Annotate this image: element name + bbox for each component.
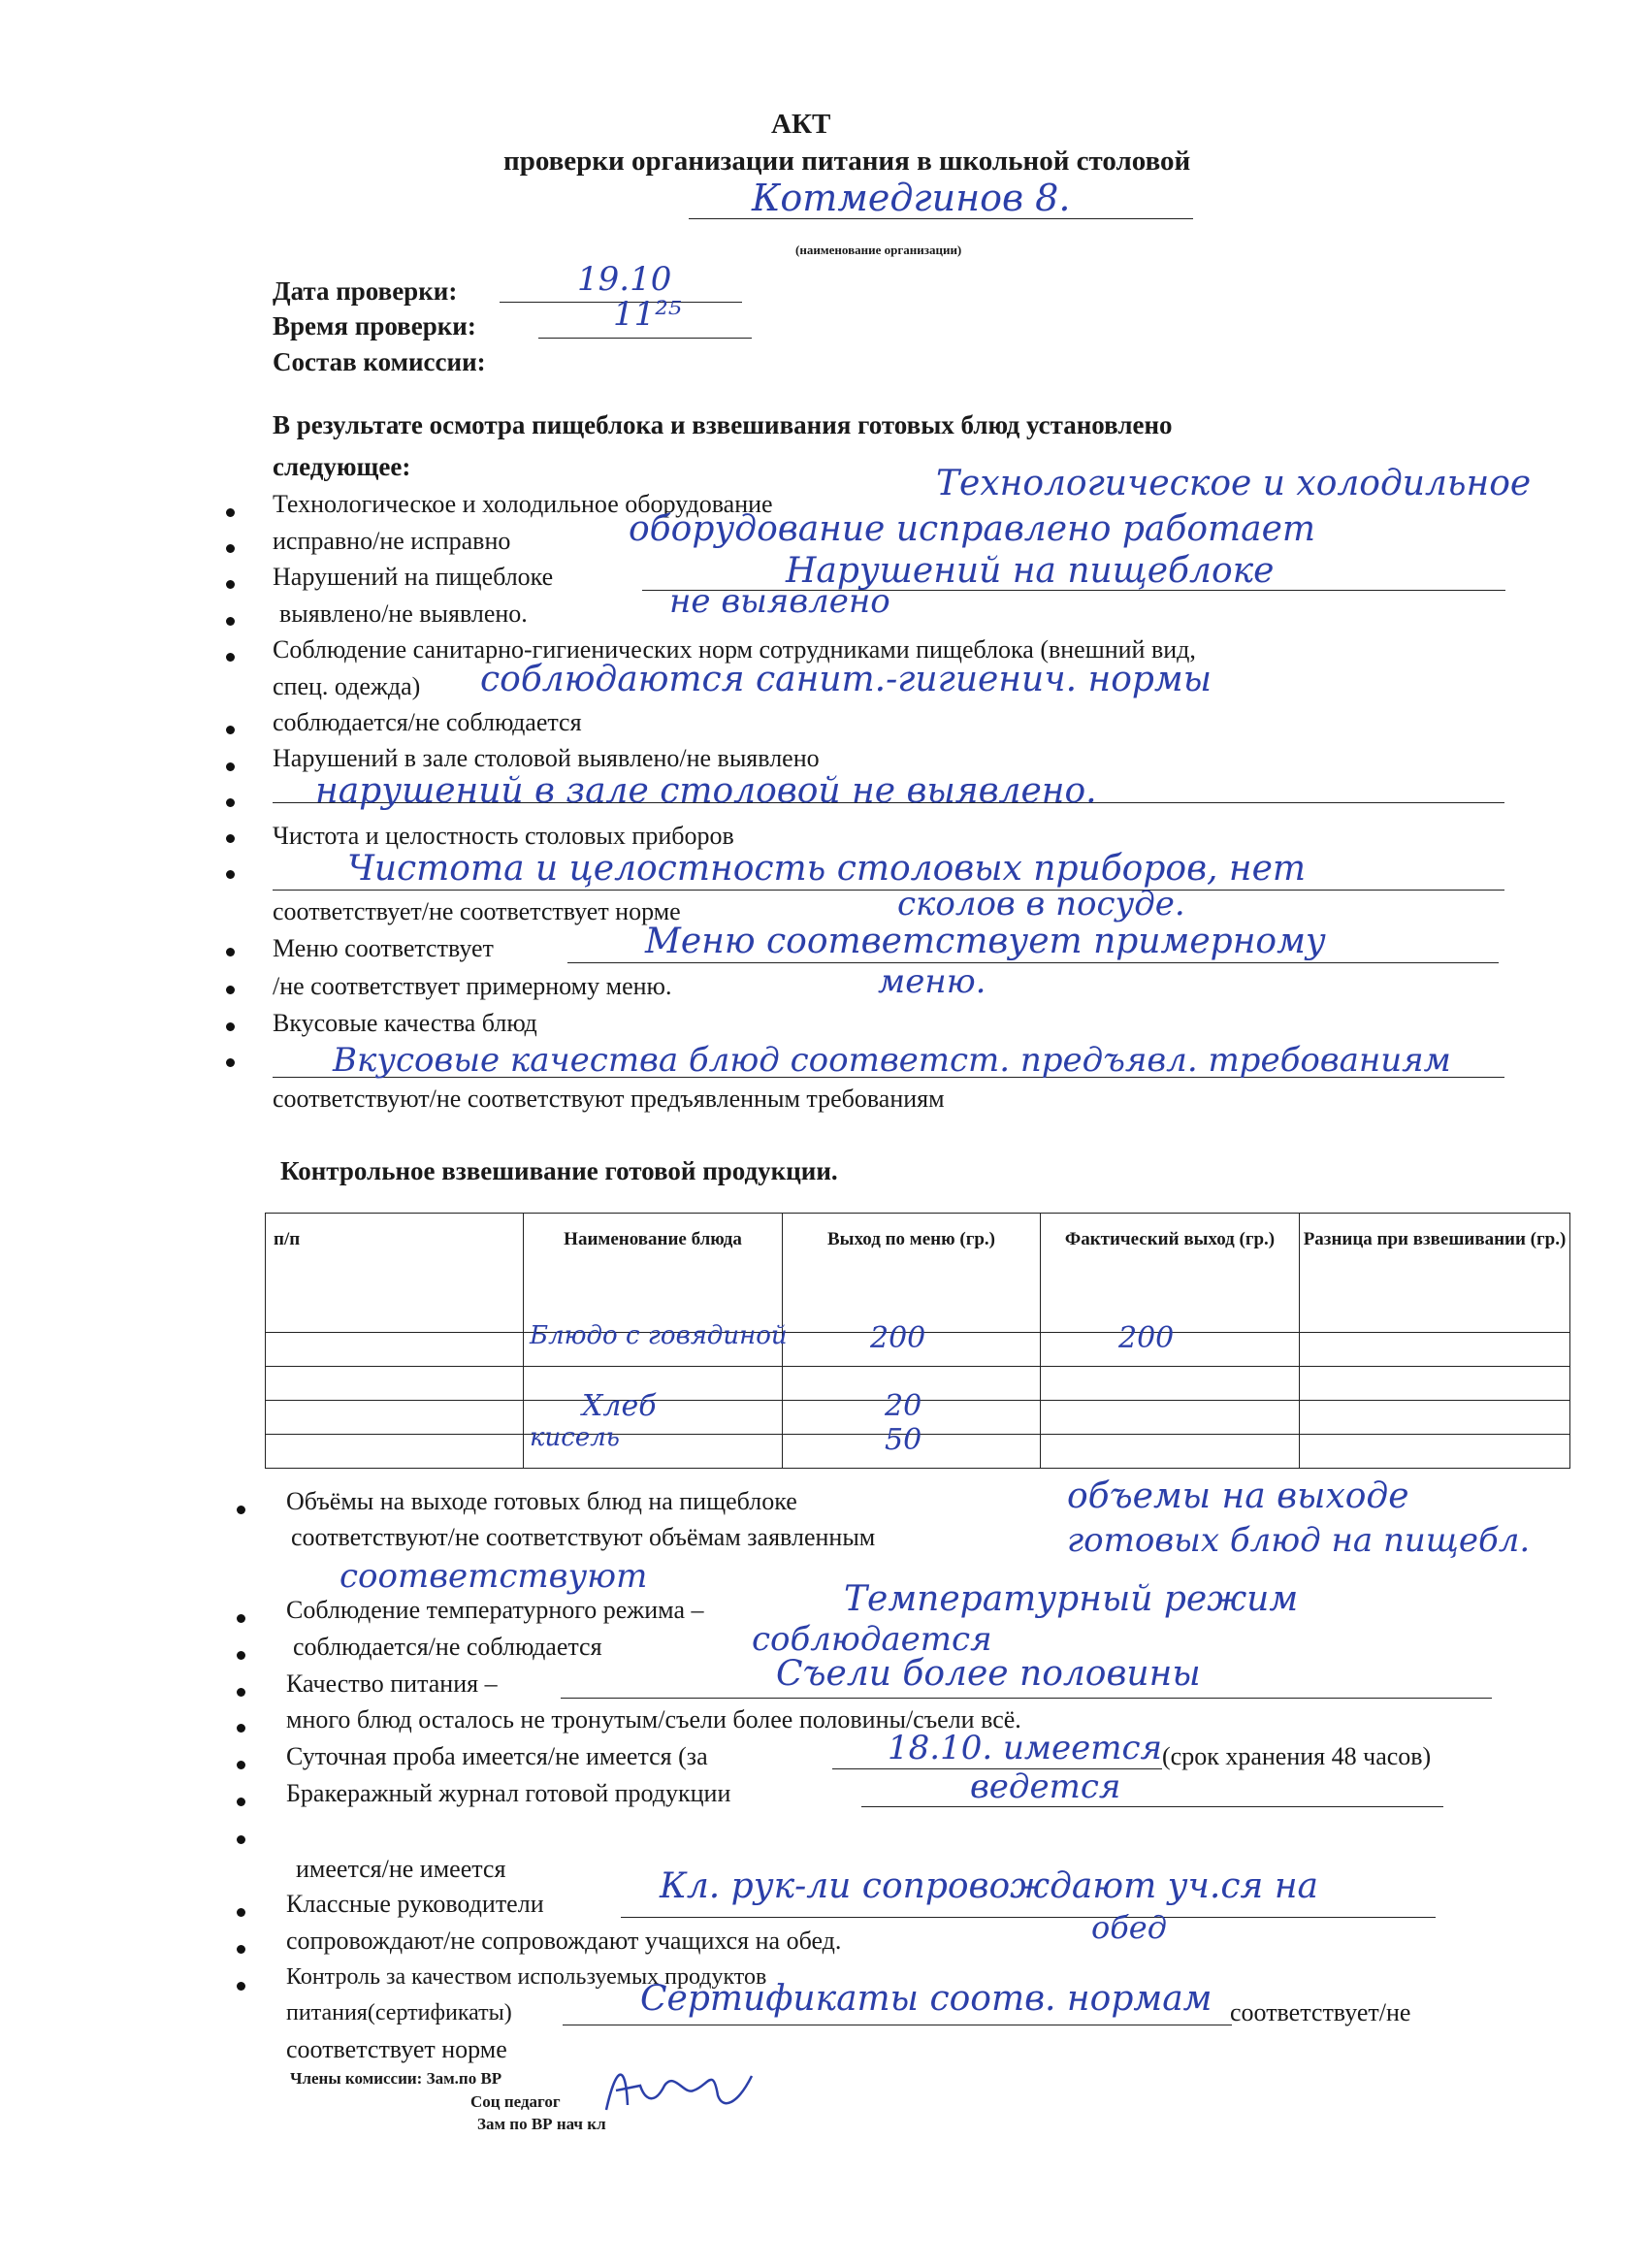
- violations-block-handwritten-2: не выявлено: [669, 582, 890, 621]
- table-cell: [266, 1401, 524, 1435]
- bullet: [226, 544, 235, 553]
- control-handwritten: Сертификаты соотв. нормам: [640, 1979, 1212, 2019]
- control-label-3: соответствует норме: [286, 2035, 507, 2063]
- quality-line: [561, 1698, 1492, 1699]
- quality-handwritten: Съели более половины: [776, 1654, 1201, 1694]
- bullet: [226, 1058, 235, 1067]
- bullet: [226, 870, 235, 879]
- date-value-handwritten: 19.10: [577, 260, 672, 299]
- menu-handwritten-1: Меню соответствует примерному: [645, 922, 1326, 961]
- table-cell: 200: [1041, 1333, 1300, 1367]
- cutlery-line: [273, 890, 1504, 891]
- intro-line-2: следующее:: [273, 452, 411, 481]
- journal-line: [861, 1806, 1443, 1807]
- table-cell: [1300, 1435, 1570, 1469]
- members-social-pedagog: Соц педагог: [470, 2092, 561, 2111]
- equipment-options: исправно/не исправно: [273, 527, 511, 555]
- table-cell: [266, 1333, 524, 1367]
- sample-handwritten: 18.10. имеется: [888, 1729, 1163, 1767]
- table-cell: [1041, 1435, 1300, 1469]
- org-caption: (наименование организации): [795, 243, 962, 257]
- teachers-label: Классные руководители: [286, 1890, 544, 1918]
- control-label-1: Контроль за качеством используемых продуктов: [286, 1964, 767, 1990]
- volumes-handwritten-1: объемы на выходе: [1067, 1476, 1409, 1516]
- teachers-handwritten-1: Кл. рук-ли сопровождают уч.ся на: [660, 1866, 1318, 1906]
- menu-label: Меню соответствует: [273, 934, 494, 962]
- table-row: [266, 1333, 1570, 1367]
- journal-label: Бракеражный журнал готовой продукции: [286, 1779, 731, 1807]
- table-cell: 50: [783, 1435, 1041, 1469]
- bullet: [226, 726, 235, 734]
- quality-options: много блюд осталось не тронутым/съели более половины/съели всё.: [286, 1705, 1021, 1733]
- violations-block-handwritten: Нарушений на пищеблоке: [786, 551, 1275, 591]
- teachers-options: сопровождают/не сопровождают учащихся на обед.: [286, 1927, 842, 1955]
- table-cell: Блюдо с говядиной: [524, 1333, 783, 1367]
- bullet: [237, 1798, 245, 1806]
- table-row: [266, 1435, 1570, 1469]
- sanitary-label-2: спец. одежда): [273, 672, 421, 700]
- hall-label: Нарушений в зале столовой выявлено/не выявлено: [273, 744, 820, 772]
- teachers-line: [621, 1917, 1436, 1918]
- cutlery-label: Чистота и целостность столовых приборов: [273, 822, 734, 850]
- bullet: [226, 580, 235, 589]
- sample-label: Суточная проба имеется/не имеется (за: [286, 1742, 708, 1770]
- hall-handwritten: нарушений в зале столовой не выявлено.: [315, 771, 1097, 811]
- equipment-label: Технологическое и холодильное оборудование: [273, 490, 773, 518]
- volumes-handwritten-3: соответствуют: [340, 1557, 648, 1596]
- table-cell: [1041, 1401, 1300, 1435]
- bullet: [226, 948, 235, 956]
- bullet: [237, 1651, 245, 1660]
- commission-label: Состав комиссии:: [273, 347, 486, 376]
- quality-label: Качество питания –: [286, 1669, 498, 1698]
- temp-handwritten-2: соблюдается: [752, 1620, 992, 1659]
- time-value-handwritten: 11²⁵: [613, 295, 682, 334]
- cutlery-handwritten-1: Чистота и целостность столовых приборов, нет: [347, 849, 1307, 889]
- org-name-handwritten: Котмедгинов 8.: [752, 177, 1071, 219]
- weighing-title: Контрольное взвешивание готовой продукции.: [280, 1156, 838, 1185]
- sanitary-label-1: Соблюдение санитарно-гигиенических норм сотрудниками пищеблока (внешний вид,: [273, 635, 1196, 664]
- bullet: [237, 1761, 245, 1769]
- table-cell: 200: [783, 1333, 1041, 1367]
- time-label: Время проверки:: [273, 311, 476, 340]
- cutlery-handwritten-2: сколов в посуде.: [897, 885, 1185, 923]
- volumes-label-2: соответствуют/не соответствуют объёмам заявленным: [291, 1523, 876, 1551]
- members-label: Члены комиссии: Зам.по ВР: [290, 2069, 502, 2088]
- bullet: [237, 1982, 245, 1991]
- journal-handwritten: ведется: [970, 1767, 1121, 1806]
- weighing-table: [265, 1213, 1570, 1469]
- bullet: [237, 1835, 245, 1844]
- taste-label: Вкусовые качества блюд: [273, 1009, 537, 1037]
- temp-handwritten-1: Температурный режим: [844, 1579, 1299, 1619]
- menu-line: [567, 962, 1499, 963]
- table-cell: [1300, 1367, 1570, 1401]
- taste-options: соответствуют/не соответствуют предъявленным требованиям: [273, 1085, 945, 1113]
- bullet: [237, 1614, 245, 1623]
- table-cell: [1300, 1401, 1570, 1435]
- table-cell: [1041, 1367, 1300, 1401]
- doc-subtitle: проверки организации питания в школьной столовой: [503, 146, 1191, 177]
- bullet: [237, 1506, 245, 1514]
- journal-options: имеется/не имеется: [296, 1855, 506, 1883]
- signature: [587, 2057, 761, 2124]
- bullet: [226, 617, 235, 626]
- members-deputy: Зам по ВР нач кл: [477, 2115, 606, 2133]
- temp-label: Соблюдение температурного режима –: [286, 1596, 704, 1624]
- date-label: Дата проверки:: [273, 276, 458, 306]
- temp-options: соблюдается/не соблюдается: [293, 1633, 602, 1661]
- table-header-row: [266, 1214, 1570, 1333]
- menu-options: /не соответствует примерному меню.: [273, 972, 672, 1000]
- cutlery-options: соответствует/не соответствует норме: [273, 897, 681, 925]
- bullet: [237, 1724, 245, 1733]
- bullet: [226, 762, 235, 771]
- bullet: [237, 1945, 245, 1954]
- column-header: Выход по меню (гр.): [783, 1214, 1041, 1333]
- bullet: [237, 1688, 245, 1697]
- table-cell: кисель: [524, 1435, 783, 1469]
- column-header: Наименование блюда: [524, 1214, 783, 1333]
- control-suffix: соответствует/не: [1230, 1998, 1411, 2026]
- equipment-handwritten-2: оборудование исправлено работает: [629, 509, 1316, 549]
- table-cell: [266, 1367, 524, 1401]
- volumes-handwritten-2: готовых блюд на пищебл.: [1067, 1521, 1531, 1560]
- bullet: [226, 798, 235, 807]
- teachers-handwritten-2: обед: [1091, 1909, 1168, 1946]
- taste-handwritten: Вкусовые качества блюд соответст. предъявл. требованиям: [333, 1041, 1451, 1080]
- table-cell: Хлеб: [524, 1401, 783, 1435]
- intro-line-1: В результате осмотра пищеблока и взвешивания готовых блюд установлено: [273, 410, 1173, 439]
- column-header: Фактический выход (гр.): [1041, 1214, 1300, 1333]
- equipment-handwritten-1: Технологическое и холодильное: [936, 464, 1532, 503]
- doc-title: АКТ: [771, 109, 831, 140]
- sanitary-options: соблюдается/не соблюдается: [273, 708, 582, 736]
- menu-handwritten-2: меню.: [878, 962, 986, 1001]
- bullet: [226, 834, 235, 843]
- bullet: [237, 1908, 245, 1917]
- bullet: [226, 1022, 235, 1031]
- bullet: [226, 986, 235, 994]
- column-header: п/п: [266, 1214, 524, 1333]
- violations-block-options: выявлено/не выявлено.: [279, 599, 528, 628]
- table-cell: [266, 1435, 524, 1469]
- column-header: Разница при взвешивании (гр.): [1300, 1214, 1570, 1333]
- control-label-2: питания(сертификаты): [286, 2000, 512, 2025]
- sanitary-handwritten: соблюдаются санит.-гигиенич. нормы: [480, 660, 1212, 699]
- bullet: [226, 508, 235, 517]
- sample-suffix: (срок хранения 48 часов): [1162, 1742, 1432, 1770]
- table-cell: 20: [783, 1401, 1041, 1435]
- time-line: [538, 338, 752, 339]
- table-cell: [1300, 1333, 1570, 1367]
- volumes-label-1: Объёмы на выходе готовых блюд на пищеблоке: [286, 1487, 797, 1515]
- violations-block-label: Нарушений на пищеблоке: [273, 563, 554, 591]
- bullet: [226, 653, 235, 662]
